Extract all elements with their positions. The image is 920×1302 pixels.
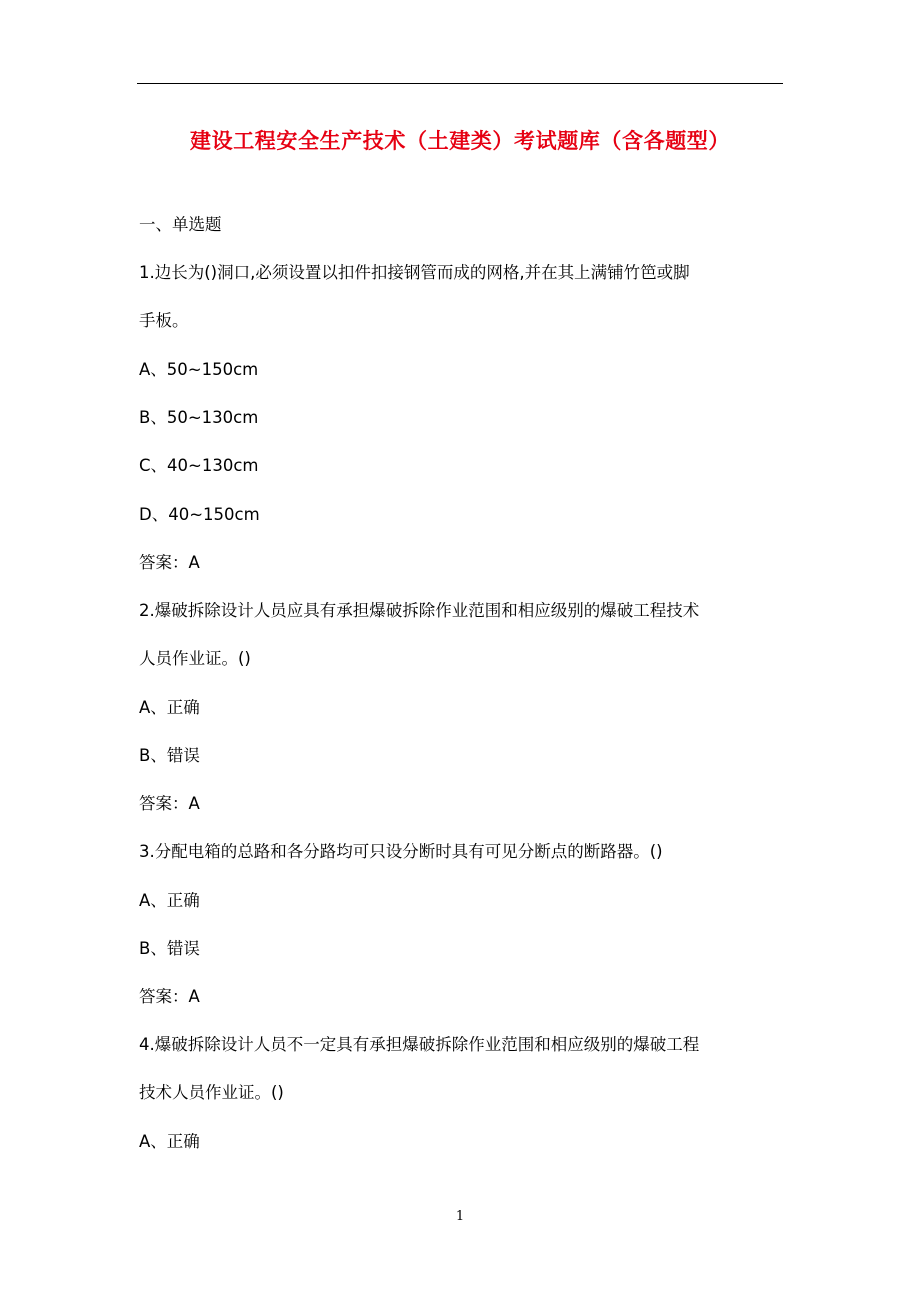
page-number: 1 — [455, 1209, 465, 1224]
question-2-stem-line-1: 2.爆破拆除设计人员应具有承担爆破拆除作业范围和相应级别的爆破工程技术 — [139, 601, 700, 620]
question-4-stem-line-1: 4.爆破拆除设计人员不一定具有承担爆破拆除作业范围和相应级别的爆破工程 — [139, 1035, 700, 1054]
question-1-option-b: B、50~130cm — [139, 408, 259, 427]
question-3-stem-line-1: 3.分配电箱的总路和各分路均可只设分断时具有可见分断点的断路器。() — [139, 842, 663, 861]
question-2-answer: 答案：A — [139, 794, 200, 813]
question-4-option-a: A、正确 — [139, 1132, 200, 1151]
question-1-stem-line-1: 1.边长为()洞口,必须设置以扣件扣接钢管而成的网格,并在其上满铺竹笆或脚 — [139, 263, 690, 282]
question-2-option-a: A、正确 — [139, 698, 200, 717]
header-rule — [137, 83, 783, 84]
question-1-answer: 答案：A — [139, 553, 200, 572]
section-heading: 一、单选题 — [139, 215, 222, 234]
document-title: 建设工程安全生产技术（土建类）考试题库（含各题型） — [190, 129, 730, 153]
question-4-stem-line-2: 技术人员作业证。() — [139, 1083, 284, 1102]
question-2-stem-line-2: 人员作业证。() — [139, 649, 251, 668]
question-1-option-d: D、40~150cm — [139, 505, 260, 524]
question-3-option-a: A、正确 — [139, 891, 200, 910]
question-3-option-b: B、错误 — [139, 939, 200, 958]
question-1-option-a: A、50~150cm — [139, 360, 259, 379]
question-1-option-c: C、40~130cm — [139, 456, 259, 475]
question-3-answer: 答案：A — [139, 987, 200, 1006]
question-2-option-b: B、错误 — [139, 746, 200, 765]
question-1-stem-line-2: 手板。 — [139, 311, 189, 330]
